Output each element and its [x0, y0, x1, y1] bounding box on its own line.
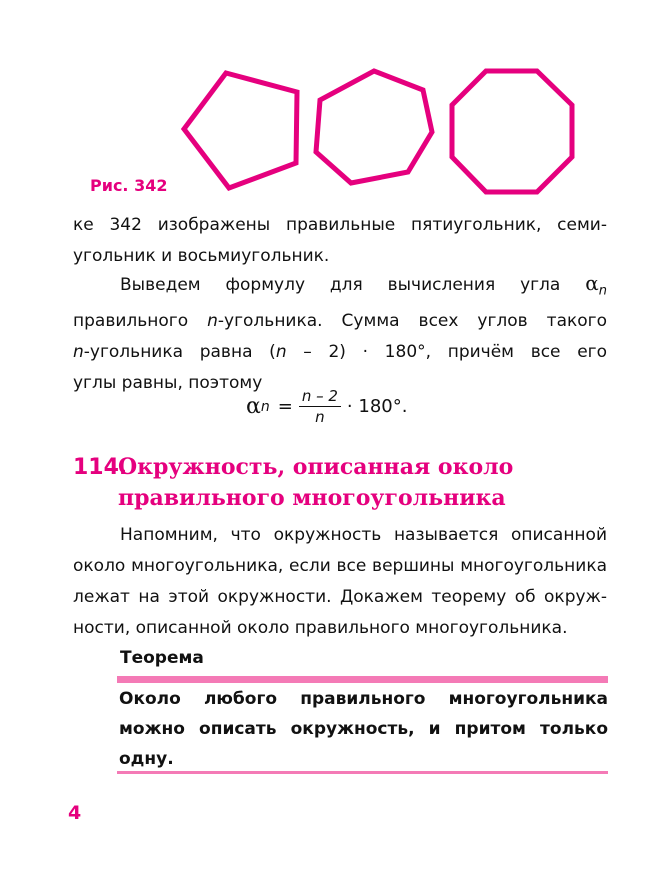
text-line: углы равны, поэтому — [73, 373, 263, 394]
text-line: Напомним, что окружность называется описанной — [120, 525, 607, 545]
text-line: ке 342 изображены правильные пятиугольник, семи- — [73, 215, 607, 235]
formula-equals: = — [277, 396, 293, 417]
alpha-letter: α — [585, 271, 599, 295]
text-segment: правильного — [73, 311, 208, 332]
theorem-top-bar — [117, 676, 608, 683]
regular-pentagon — [184, 73, 297, 188]
text-line: около многоугольника, если все вершины многоугольника — [73, 556, 607, 576]
formula-subscript: n — [260, 398, 270, 415]
angle-formula — [246, 386, 407, 427]
section-number: 114. — [73, 455, 128, 480]
variable-n: n — [207, 311, 218, 332]
regular-heptagon — [316, 71, 432, 183]
figure-caption: Рис. 342 — [90, 176, 168, 195]
section-title: Окружность, описанная около правильного многоугольника — [118, 454, 514, 511]
alpha-symbol — [585, 271, 607, 299]
text-line — [73, 337, 607, 368]
variable-n: n — [73, 342, 84, 363]
formula-alpha: α — [246, 394, 261, 419]
paragraph-formula-derivation — [73, 268, 607, 399]
fraction-denominator: n — [315, 408, 325, 426]
regular-octagon — [452, 71, 572, 192]
text-line — [73, 306, 607, 337]
theorem-bottom-bar — [117, 771, 608, 774]
text-segment: -угольника. Сумма всех углов такого — [217, 311, 608, 332]
paragraph-circumscribed-circle — [73, 520, 607, 644]
formula-tail: · 180°. — [346, 396, 408, 417]
text-segment: Выведем формулу для вычисления угла — [120, 275, 561, 295]
text-line: угольник и восьмиугольник. — [73, 246, 330, 266]
text-line — [73, 268, 607, 306]
page-number: 4 — [68, 802, 82, 824]
variable-n: n — [275, 342, 287, 363]
text-segment: -угольника равна ( — [83, 342, 276, 363]
fraction-numerator: n – 2 — [299, 386, 341, 407]
theorem-statement: Около любого правильного многоугольника можно описать окружность, и притом только одну. — [119, 689, 608, 769]
alpha-subscript: n — [598, 283, 607, 299]
formula-fraction — [299, 386, 341, 427]
text-segment: – 2) · 180°, причём все его — [286, 342, 607, 363]
text-line: лежат на этой окружности. Докажем теорему об окруж- — [73, 587, 607, 607]
theorem-label: Теорема — [120, 648, 204, 668]
paragraph-polygons — [73, 210, 607, 272]
text-line: ности, описанной около правильного многоугольника. — [73, 618, 568, 638]
